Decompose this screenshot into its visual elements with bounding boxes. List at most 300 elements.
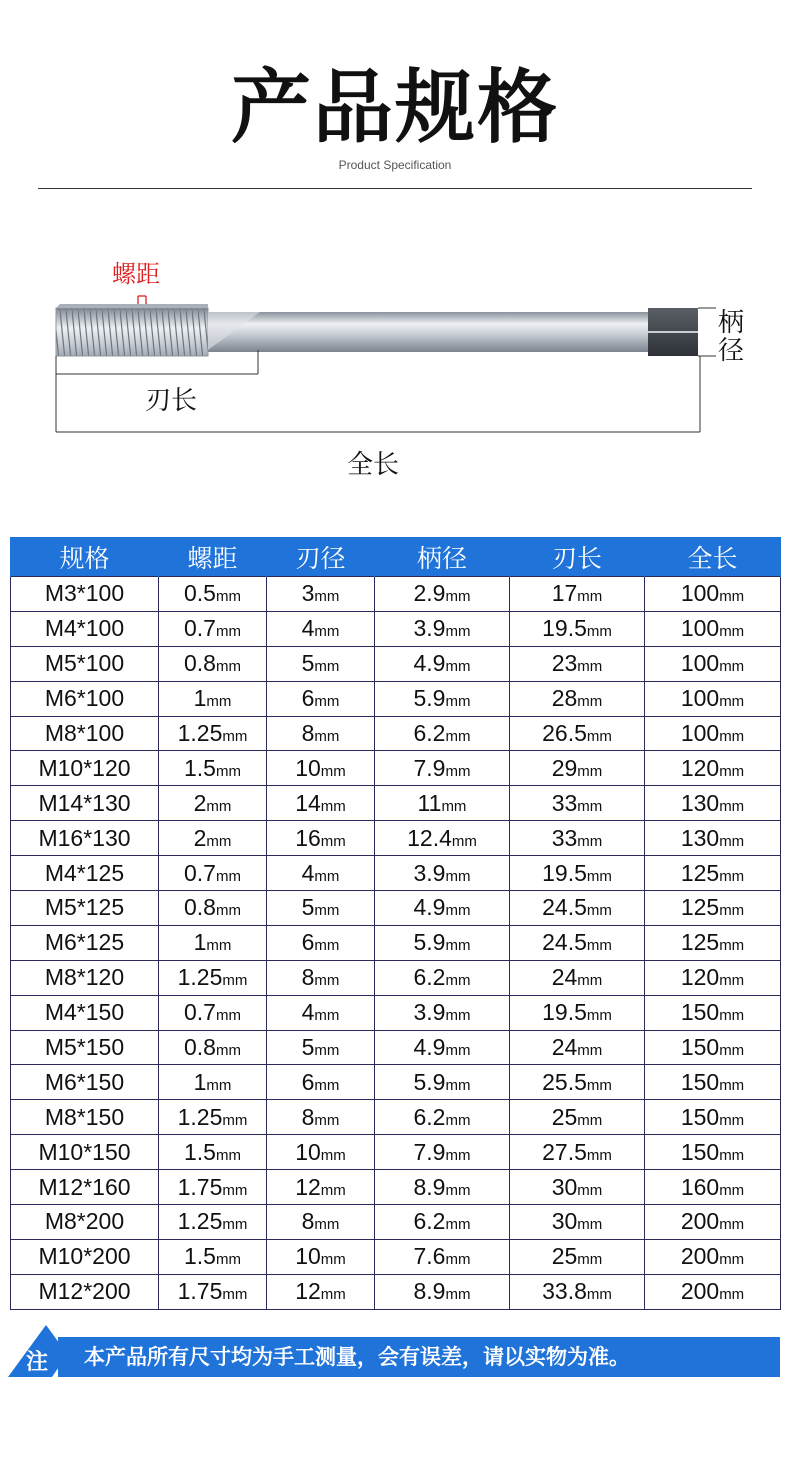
cell-blade-diameter [267, 960, 375, 995]
cell-value: 5 [301, 650, 315, 677]
cell-value: 100 [680, 720, 720, 746]
cell-total-length [645, 1030, 781, 1065]
cell-unit: mm [577, 762, 603, 780]
cell-value: M4*150 [44, 999, 125, 1026]
cell-value: 5.9 [413, 1068, 446, 1095]
cell-unit: mm [222, 1181, 248, 1199]
cell-value: 16 [295, 824, 321, 851]
cell-value: 8 [301, 964, 315, 991]
cell-blade-diameter [267, 821, 375, 856]
cell-value: M10*120 [38, 754, 131, 781]
cell-unit: mm [314, 867, 340, 885]
cell-value: 1 [193, 685, 207, 712]
cell-unit: mm [719, 1181, 745, 1199]
cell-unit: mm [206, 797, 232, 815]
spec-table [10, 537, 781, 1310]
cell-blade-diameter [267, 1100, 375, 1135]
cell-unit: mm [314, 937, 340, 955]
cell-pitch [159, 1135, 267, 1170]
cell-pitch [159, 1170, 267, 1205]
cell-unit: mm [314, 1111, 340, 1129]
cell-value: 6.2 [413, 1103, 446, 1130]
cell-value: 1.75 [177, 1173, 223, 1200]
cell-value: 24 [551, 1034, 578, 1061]
table-row [11, 751, 781, 786]
cell-value: M6*125 [44, 929, 125, 956]
pitch-label: 螺距 [112, 260, 160, 288]
header-shank-diameter: 柄径 [375, 537, 510, 577]
cell-blade-diameter [267, 995, 375, 1030]
cell-blade-length [510, 1170, 645, 1205]
cell-value: 10 [295, 754, 321, 781]
cell-value: M12*200 [38, 1278, 131, 1305]
cell-pitch [159, 891, 267, 926]
cell-spec [11, 1065, 159, 1100]
cell-unit: mm [577, 1111, 603, 1129]
cell-unit: mm [577, 658, 603, 676]
cell-shank-diameter [375, 1274, 510, 1309]
cell-unit: mm [445, 937, 471, 955]
cell-unit: mm [445, 867, 471, 885]
cell-unit: mm [445, 902, 471, 920]
cell-unit: mm [719, 1251, 745, 1269]
cell-value: 120 [680, 754, 720, 781]
cell-blade-length [510, 786, 645, 821]
cell-blade-length [510, 995, 645, 1030]
cell-unit: mm [215, 1042, 241, 1060]
cell-shank-diameter [375, 681, 510, 716]
cell-total-length [645, 1065, 781, 1100]
cell-total-length [645, 1205, 781, 1240]
cell-value: 1.5 [184, 1243, 216, 1270]
cell-value: 19.5 [542, 999, 587, 1026]
cell-value: 5.9 [413, 685, 446, 712]
cell-unit: mm [320, 832, 346, 850]
cell-value: 125 [680, 894, 720, 921]
cell-spec [11, 1030, 159, 1065]
cell-unit: mm [577, 832, 603, 850]
cell-pitch [159, 681, 267, 716]
cell-unit: mm [320, 1146, 346, 1164]
cell-unit: mm [320, 1181, 346, 1199]
cell-blade-diameter [267, 1239, 375, 1274]
cell-value: 24 [551, 964, 578, 991]
table-row [11, 1030, 781, 1065]
cell-value: 12 [295, 1173, 321, 1200]
cell-shank-diameter [375, 1135, 510, 1170]
cell-unit: mm [586, 1146, 612, 1164]
cell-value: 4 [301, 999, 315, 1026]
cell-spec [11, 577, 159, 612]
cell-unit: mm [445, 1286, 471, 1304]
cell-value: 4.9 [413, 1034, 446, 1061]
cell-pitch [159, 716, 267, 751]
cell-spec [11, 960, 159, 995]
cell-value: 1 [193, 929, 207, 956]
table-row [11, 1274, 781, 1309]
cell-shank-diameter [375, 960, 510, 995]
cell-value: 0.5 [184, 580, 216, 607]
cell-total-length [645, 577, 781, 612]
cell-value: M6*150 [44, 1068, 125, 1095]
header-total-length: 全长 [645, 537, 781, 577]
cell-total-length [645, 786, 781, 821]
page-title: 产品规格 [231, 61, 559, 154]
cell-spec [11, 1100, 159, 1135]
cell-total-length [645, 681, 781, 716]
cell-unit: mm [215, 1146, 241, 1164]
spec-table-header [11, 537, 781, 577]
table-row [11, 611, 781, 646]
cell-value: 8 [301, 1208, 315, 1235]
cell-value: 10 [295, 1138, 321, 1165]
cell-shank-diameter [375, 751, 510, 786]
shank-diameter-label-1: 柄 [718, 308, 745, 338]
cell-value: 3.9 [413, 615, 446, 642]
cell-unit: mm [320, 1286, 346, 1304]
cell-value: 12 [295, 1278, 321, 1305]
table-row [11, 821, 781, 856]
cell-unit: mm [586, 1286, 612, 1304]
cell-value: 3 [301, 580, 315, 607]
cell-value: 1.75 [177, 1278, 223, 1305]
cell-unit: mm [314, 972, 340, 990]
cell-value: 12.4 [407, 824, 452, 851]
cell-pitch [159, 925, 267, 960]
header-pitch: 螺距 [159, 537, 267, 577]
cell-value: 3.9 [413, 999, 446, 1026]
cell-pitch [159, 856, 267, 891]
note-marker: 注 [26, 1350, 49, 1375]
cell-blade-diameter [267, 1065, 375, 1100]
disclaimer-note [8, 1325, 782, 1377]
cell-value: 4.9 [413, 650, 446, 677]
cell-shank-diameter [375, 611, 510, 646]
cell-shank-diameter [375, 995, 510, 1030]
cell-value: 19.5 [542, 859, 587, 886]
cell-unit: mm [445, 728, 471, 745]
cell-unit: mm [719, 832, 745, 850]
cell-blade-length [510, 751, 645, 786]
cell-total-length [645, 1135, 781, 1170]
table-row [11, 716, 781, 751]
cell-value: 0.8 [184, 1034, 216, 1061]
cell-value: 25 [551, 1243, 578, 1270]
cell-value: 4 [301, 859, 315, 886]
cell-blade-length [510, 577, 645, 612]
cell-shank-diameter [375, 716, 510, 751]
cell-unit: mm [719, 658, 745, 676]
cell-unit: mm [445, 693, 471, 711]
cell-unit: mm [445, 1007, 471, 1025]
cell-value: 6 [301, 1068, 315, 1095]
cell-blade-length [510, 1239, 645, 1274]
cell-pitch [159, 611, 267, 646]
threaded-section [56, 308, 208, 356]
cell-unit: mm [719, 902, 745, 920]
cell-shank-diameter [375, 856, 510, 891]
cell-blade-length [510, 1205, 645, 1240]
cell-unit: mm [222, 728, 248, 745]
cell-pitch [159, 995, 267, 1030]
cell-total-length [645, 960, 781, 995]
cell-total-length [645, 716, 781, 751]
cell-pitch [159, 1274, 267, 1309]
cell-unit: mm [222, 1286, 248, 1304]
cell-unit: mm [577, 1181, 603, 1199]
table-row [11, 1239, 781, 1274]
cell-value: M10*150 [38, 1138, 131, 1165]
cell-spec [11, 786, 159, 821]
cell-total-length [645, 925, 781, 960]
cell-value: 100 [680, 580, 720, 607]
cell-unit: mm [215, 1007, 241, 1025]
cell-pitch [159, 751, 267, 786]
cell-unit: mm [445, 1146, 471, 1164]
cell-spec [11, 995, 159, 1030]
cell-value: 3.9 [413, 859, 446, 886]
cell-unit: mm [314, 658, 340, 676]
cell-total-length [645, 1274, 781, 1309]
cell-total-length [645, 995, 781, 1030]
cell-blade-diameter [267, 577, 375, 612]
cell-spec [11, 681, 159, 716]
cell-value: 8.9 [413, 1173, 446, 1200]
cell-pitch [159, 786, 267, 821]
cell-value: 4 [301, 615, 315, 642]
cell-shank-diameter [375, 891, 510, 926]
table-row [11, 646, 781, 681]
table-row [11, 1100, 781, 1135]
blade-length-label: 刃长 [145, 386, 198, 416]
cell-unit: mm [215, 1251, 241, 1269]
cell-unit: mm [719, 1111, 745, 1129]
cell-value: 29 [551, 754, 578, 781]
cell-value: M6*100 [44, 685, 125, 712]
cell-blade-length [510, 960, 645, 995]
cell-value: 1 [193, 1068, 207, 1095]
cell-value: M5*150 [44, 1034, 125, 1061]
cell-spec [11, 925, 159, 960]
tap-shank [208, 312, 648, 352]
cell-unit: mm [719, 693, 745, 711]
table-row [11, 1205, 781, 1240]
cell-value: 1.25 [177, 720, 223, 746]
cell-unit: mm [445, 762, 471, 780]
cell-unit: mm [577, 1042, 603, 1060]
cell-value: 130 [680, 824, 720, 851]
cell-unit: mm [206, 1076, 232, 1094]
cell-value: 100 [680, 615, 720, 642]
cell-pitch [159, 1205, 267, 1240]
cell-blade-diameter [267, 611, 375, 646]
cell-value: 33 [551, 789, 578, 816]
cell-blade-length [510, 1100, 645, 1135]
cell-shank-diameter [375, 1100, 510, 1135]
cell-value: 8 [301, 1103, 315, 1130]
cell-shank-diameter [375, 786, 510, 821]
cell-blade-diameter [267, 681, 375, 716]
cell-value: M14*130 [38, 789, 131, 816]
cell-value: 5 [301, 1034, 315, 1061]
cell-unit: mm [586, 1007, 612, 1025]
cell-shank-diameter [375, 1065, 510, 1100]
cell-unit: mm [206, 832, 232, 850]
cell-unit: mm [222, 1111, 248, 1129]
cell-blade-length [510, 925, 645, 960]
note-text: 本产品所有尺寸均为手工测量，会有误差，请以实物为准。 [84, 1345, 630, 1369]
cell-unit: mm [719, 797, 745, 815]
cell-value: 25.5 [542, 1068, 587, 1095]
cell-unit: mm [577, 797, 603, 815]
header-blade-length: 刃长 [510, 537, 645, 577]
cell-unit: mm [445, 1216, 471, 1234]
cell-blade-diameter [267, 1135, 375, 1170]
cell-value: 8 [301, 720, 315, 746]
cell-spec [11, 856, 159, 891]
cell-unit: mm [215, 658, 241, 676]
cell-blade-length [510, 1135, 645, 1170]
cell-unit: mm [586, 1076, 612, 1094]
cell-unit: mm [586, 902, 612, 920]
cell-spec [11, 1135, 159, 1170]
cell-spec [11, 716, 159, 751]
cell-value: M8*100 [44, 720, 125, 746]
cell-value: 33.8 [542, 1278, 587, 1305]
table-row [11, 856, 781, 891]
cell-value: 6.2 [413, 1208, 446, 1235]
cell-value: 125 [680, 859, 720, 886]
cell-value: 2 [193, 824, 207, 851]
cell-unit: mm [719, 623, 745, 641]
cell-spec [11, 1239, 159, 1274]
cell-blade-diameter [267, 891, 375, 926]
cell-total-length [645, 646, 781, 681]
cell-unit: mm [314, 1216, 340, 1234]
cell-value: 1.5 [184, 754, 216, 781]
cell-value: 6.2 [413, 720, 446, 746]
table-row [11, 786, 781, 821]
cell-unit: mm [719, 867, 745, 885]
cell-blade-length [510, 1065, 645, 1100]
cell-pitch [159, 1030, 267, 1065]
cell-unit: mm [586, 867, 612, 885]
cell-shank-diameter [375, 646, 510, 681]
cell-value: 6.2 [413, 964, 446, 991]
cell-pitch [159, 1239, 267, 1274]
cell-value: 2.9 [413, 580, 446, 607]
cell-unit: mm [441, 797, 467, 815]
cell-unit: mm [586, 623, 612, 641]
cell-unit: mm [206, 693, 232, 711]
table-row [11, 1065, 781, 1100]
cell-value: M5*125 [44, 894, 125, 921]
cell-spec [11, 751, 159, 786]
cell-unit: mm [719, 1076, 745, 1094]
cell-spec [11, 821, 159, 856]
cell-value: 1.25 [177, 964, 223, 991]
cell-value: M5*100 [44, 650, 125, 677]
cell-value: 7.6 [413, 1243, 446, 1270]
cell-unit: mm [719, 937, 745, 955]
cell-unit: mm [314, 1007, 340, 1025]
cell-unit: mm [451, 832, 477, 850]
cell-unit: mm [445, 588, 471, 606]
cell-spec [11, 611, 159, 646]
cell-total-length [645, 1170, 781, 1205]
cell-unit: mm [215, 867, 241, 885]
cell-unit: mm [577, 588, 603, 606]
cell-unit: mm [719, 1042, 745, 1060]
cell-unit: mm [314, 623, 340, 641]
cell-unit: mm [719, 1007, 745, 1025]
cell-spec [11, 646, 159, 681]
cell-blade-length [510, 856, 645, 891]
cell-unit: mm [314, 1076, 340, 1094]
cell-blade-diameter [267, 1170, 375, 1205]
cell-value: 0.7 [184, 615, 216, 642]
cell-blade-diameter [267, 646, 375, 681]
cell-value: M10*200 [38, 1243, 131, 1270]
cell-unit: mm [320, 1251, 346, 1269]
cell-blade-length [510, 681, 645, 716]
table-row [11, 1170, 781, 1205]
cell-spec [11, 1205, 159, 1240]
cell-value: 150 [680, 1034, 720, 1061]
cell-value: 120 [680, 964, 720, 991]
cell-blade-diameter [267, 1030, 375, 1065]
cell-total-length [645, 891, 781, 926]
cell-value: 200 [680, 1243, 720, 1270]
cell-value: 150 [680, 999, 720, 1026]
cell-unit: mm [577, 972, 603, 990]
cell-unit: mm [577, 693, 603, 711]
cell-spec [11, 1274, 159, 1309]
cell-value: 130 [680, 789, 720, 816]
cell-unit: mm [719, 1286, 745, 1304]
cell-blade-diameter [267, 786, 375, 821]
cell-value: 10 [295, 1243, 321, 1270]
cell-unit: mm [445, 1181, 471, 1199]
cell-value: 150 [680, 1068, 720, 1095]
cell-value: 11 [417, 789, 442, 816]
cell-unit: mm [719, 1146, 745, 1164]
cell-total-length [645, 856, 781, 891]
header-spec: 规格 [11, 537, 159, 577]
table-row [11, 681, 781, 716]
cell-unit: mm [586, 937, 612, 955]
cell-unit: mm [320, 797, 346, 815]
cell-value: 0.7 [184, 859, 216, 886]
cell-unit: mm [719, 588, 745, 606]
cell-unit: mm [215, 762, 241, 780]
cell-unit: mm [445, 1076, 471, 1094]
cell-value: 7.9 [413, 1138, 446, 1165]
cell-value: 0.8 [184, 650, 216, 677]
cell-value: 2 [193, 789, 207, 816]
cell-blade-length [510, 821, 645, 856]
cell-blade-diameter [267, 856, 375, 891]
cell-unit: mm [719, 728, 745, 745]
table-row [11, 995, 781, 1030]
table-row [11, 925, 781, 960]
cell-unit: mm [314, 693, 340, 711]
cell-blade-length [510, 611, 645, 646]
cell-unit: mm [445, 1251, 471, 1269]
cell-blade-length [510, 1030, 645, 1065]
cell-value: M4*125 [44, 859, 125, 886]
cell-unit: mm [577, 1216, 603, 1234]
